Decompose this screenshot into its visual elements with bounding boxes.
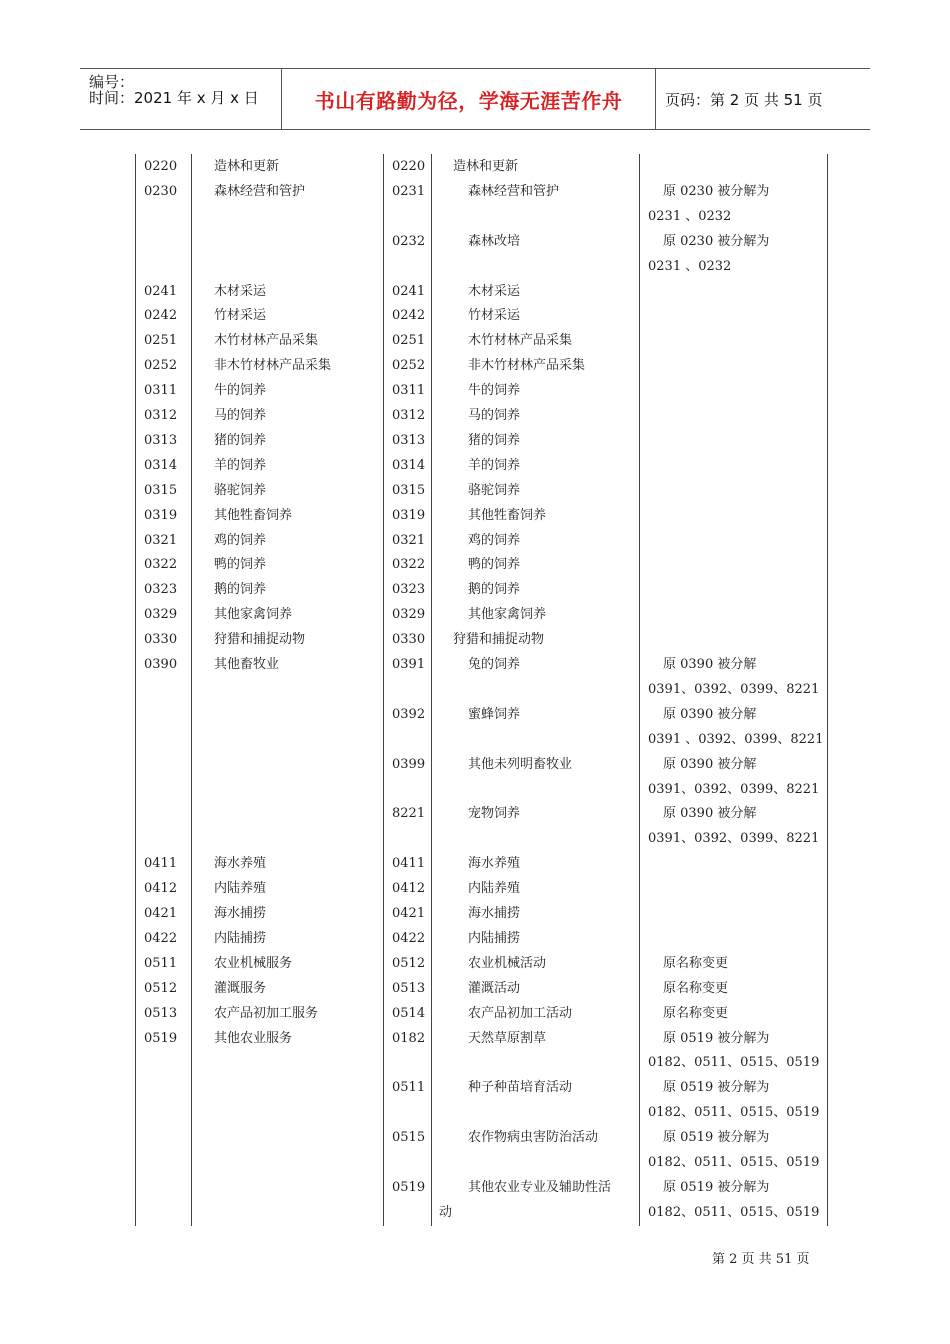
- new-name: 非木竹材林产品采集: [468, 358, 586, 374]
- table-row: [135, 528, 828, 553]
- old-name: 农业机械服务: [214, 955, 293, 971]
- change-note: 0182、0511、0515、0519: [648, 1105, 820, 1121]
- old-name: 其他牲畜饲养: [214, 507, 293, 523]
- change-note: 原 0519 被分解为: [663, 1130, 770, 1146]
- table-row: [135, 503, 828, 528]
- new-name: 宠物饲养: [468, 806, 521, 822]
- new-code: 0330: [392, 632, 426, 648]
- new-code: 0511: [392, 1080, 426, 1096]
- new-name: 鸭的饲养: [468, 557, 521, 573]
- old-code: 0421: [144, 906, 178, 921]
- change-note: 0231 、0232: [648, 258, 732, 274]
- table-row: [135, 801, 828, 826]
- old-name: 其他家禽饲养: [214, 607, 293, 623]
- table-row: [135, 727, 828, 752]
- table-row: [135, 403, 828, 428]
- table-row: [135, 777, 828, 802]
- old-name: 造林和更新: [214, 159, 280, 174]
- change-note: 原 0519 被分解为: [663, 1179, 770, 1195]
- change-note: 0391、0392、0399、8221: [648, 831, 820, 847]
- old-code: 0311: [144, 383, 178, 399]
- new-name: 鹅的饲养: [468, 582, 521, 598]
- page-header: [80, 68, 870, 130]
- old-name: 森林经营和管护: [214, 183, 306, 199]
- table-row: [135, 1175, 828, 1200]
- new-code: 0241: [392, 283, 426, 299]
- table-row: [135, 179, 828, 204]
- new-code: 0251: [392, 333, 426, 349]
- old-name: 木材采运: [214, 283, 267, 299]
- change-note: 原 0519 被分解为: [663, 1030, 770, 1046]
- table-row: [135, 752, 828, 777]
- new-name: 灌溉活动: [468, 980, 521, 996]
- new-name: 其他家禽饲养: [468, 607, 547, 623]
- old-name: 狩猎和捕捉动物: [214, 632, 306, 648]
- table-row: [135, 577, 828, 602]
- table-row: [135, 876, 828, 901]
- change-note: 原 0390 被分解: [663, 756, 757, 772]
- new-name: 猪的饲养: [468, 432, 521, 448]
- old-code: 0230: [144, 183, 178, 199]
- old-name: 内陆捕捞: [214, 930, 267, 946]
- old-code: 0412: [144, 881, 178, 897]
- table-row: [135, 702, 828, 727]
- table-row: [135, 279, 828, 304]
- old-name: 农产品初加工服务: [214, 1005, 319, 1021]
- old-name: 其他农业服务: [214, 1030, 293, 1046]
- old-name: 其他畜牧业: [214, 657, 280, 672]
- old-code: 0251: [144, 333, 178, 349]
- old-code: 0312: [144, 408, 178, 423]
- table-row: [135, 976, 828, 1001]
- new-code: 0319: [392, 507, 426, 523]
- new-code: 0514: [392, 1005, 426, 1021]
- new-name: 天然草原割草: [468, 1030, 547, 1046]
- new-name: 骆驼饲养: [468, 482, 521, 498]
- old-code: 0323: [144, 582, 178, 598]
- old-code: 0519: [144, 1030, 178, 1046]
- old-name: 灌溉服务: [214, 980, 267, 996]
- old-name: 鸡的饲养: [214, 532, 267, 548]
- change-note: 原 0230 被分解为: [663, 233, 770, 249]
- new-code: 0422: [392, 930, 426, 946]
- change-note: 0182、0511、0515、0519: [648, 1055, 820, 1071]
- change-note: 原名称变更: [663, 955, 729, 971]
- page-footer: 第 2 页 共 51 页: [712, 1252, 810, 1267]
- table-row: [135, 1125, 828, 1150]
- table-row: [135, 851, 828, 876]
- old-code: 0512: [144, 980, 178, 996]
- new-name: 鸡的饲养: [468, 532, 521, 548]
- new-code: 0515: [392, 1130, 426, 1146]
- table-row: [135, 627, 828, 652]
- new-name: 牛的饲养: [468, 383, 521, 399]
- new-name: 竹材采运: [468, 308, 521, 324]
- classification-table: [135, 154, 828, 1226]
- old-code: 0329: [144, 607, 178, 623]
- new-name: 其他农业专业及辅助性活: [468, 1179, 612, 1195]
- new-name: 农业机械活动: [468, 955, 547, 971]
- header-meta: [80, 69, 280, 129]
- change-note: 0391 、0392、0399、8221: [648, 731, 824, 747]
- new-name: 森林改培: [468, 233, 521, 249]
- table-row: [135, 1150, 828, 1175]
- new-code: 0231: [392, 183, 426, 199]
- old-code: 0315: [144, 482, 178, 498]
- change-note: 原 0390 被分解: [663, 806, 757, 822]
- change-note: 原名称变更: [663, 1005, 729, 1021]
- change-note: 原 0230 被分解为: [663, 183, 770, 199]
- table-row: [135, 1075, 828, 1100]
- table-row: [135, 229, 828, 254]
- new-name: 兔的饲养: [468, 657, 521, 672]
- old-name: 非木竹材林产品采集: [214, 358, 332, 374]
- old-name: 海水捕捞: [214, 906, 267, 921]
- old-code: 0321: [144, 532, 178, 548]
- change-note: 原 0390 被分解: [663, 706, 757, 722]
- old-name: 羊的饲养: [214, 457, 267, 473]
- old-name: 骆驼饲养: [214, 482, 267, 498]
- change-note: 原名称变更: [663, 980, 729, 996]
- new-code: 0412: [392, 881, 426, 897]
- new-name: 木材采运: [468, 283, 521, 299]
- new-code: 0399: [392, 756, 426, 772]
- header-page-number: 页码：第 2 页 共 51 页: [665, 90, 823, 109]
- table-row: [135, 652, 828, 677]
- new-name: 森林经营和管护: [468, 183, 560, 199]
- new-name: 内陆捕捞: [468, 930, 521, 946]
- table-row: [135, 951, 828, 976]
- old-code: 0411: [144, 856, 178, 872]
- table-row: [135, 154, 828, 179]
- new-name: 蜜蜂饲养: [468, 706, 521, 722]
- change-note: 0231 、0232: [648, 208, 732, 224]
- table-row: [135, 1001, 828, 1026]
- new-code: 0313: [392, 432, 426, 448]
- new-code: 0512: [392, 955, 426, 971]
- old-code: 0241: [144, 283, 178, 299]
- old-name: 马的饲养: [214, 408, 267, 423]
- new-name: 其他未列明畜牧业: [468, 756, 573, 772]
- new-name: 海水养殖: [468, 856, 521, 872]
- new-code: 0391: [392, 657, 426, 672]
- table-row: [135, 826, 828, 851]
- table-row: [135, 1050, 828, 1075]
- new-name: 农产品初加工活动: [468, 1005, 573, 1021]
- table-row: [135, 1100, 828, 1125]
- old-code: 0252: [144, 358, 178, 374]
- new-code: 0329: [392, 607, 426, 623]
- new-code: 0315: [392, 482, 426, 498]
- header-motto-cell: [281, 69, 656, 129]
- new-name: 木竹材林产品采集: [468, 333, 573, 349]
- new-code: 0312: [392, 408, 426, 423]
- header-motto: 书山有路勤为径，学海无涯苦作舟: [314, 88, 623, 113]
- table-row: [135, 254, 828, 279]
- table-row: [135, 204, 828, 229]
- new-name: 羊的饲养: [468, 457, 521, 473]
- old-code: 0314: [144, 457, 178, 473]
- new-code: 0321: [392, 532, 426, 548]
- new-code: 0322: [392, 557, 426, 573]
- table-row: [135, 926, 828, 951]
- new-code: 0513: [392, 980, 426, 996]
- old-code: 0422: [144, 930, 178, 946]
- new-name: 农作物病虫害防治活动: [468, 1130, 599, 1146]
- old-name: 海水养殖: [214, 856, 267, 872]
- new-name: 马的饲养: [468, 408, 521, 423]
- table-row: [135, 1200, 828, 1225]
- change-note: 0391、0392、0399、8221: [648, 781, 820, 797]
- new-name: 动: [439, 1204, 453, 1220]
- new-code: 0323: [392, 582, 426, 598]
- new-name: 造林和更新: [453, 159, 519, 174]
- new-code: 0421: [392, 906, 426, 921]
- old-code: 0511: [144, 955, 178, 971]
- old-code: 0242: [144, 308, 178, 324]
- old-code: 0322: [144, 557, 178, 573]
- new-code: 0220: [392, 159, 426, 174]
- old-code: 0220: [144, 159, 178, 174]
- new-code: 0311: [392, 383, 426, 399]
- new-name: 狩猎和捕捉动物: [453, 632, 545, 648]
- new-code: 0392: [392, 706, 426, 722]
- old-name: 鸭的饲养: [214, 557, 267, 573]
- old-code: 0319: [144, 507, 178, 523]
- old-name: 鹅的饲养: [214, 582, 267, 598]
- new-code: 0252: [392, 358, 426, 374]
- old-name: 内陆养殖: [214, 881, 267, 897]
- table-row: [135, 378, 828, 403]
- new-code: 0519: [392, 1179, 426, 1195]
- old-name: 竹材采运: [214, 308, 267, 324]
- new-name: 海水捕捞: [468, 906, 521, 921]
- change-note: 原 0519 被分解为: [663, 1080, 770, 1096]
- document-number-label: 编号：: [89, 73, 135, 91]
- table-row: [135, 328, 828, 353]
- table-row: [135, 353, 828, 378]
- change-note: 原 0390 被分解: [663, 657, 757, 672]
- table-row: [135, 453, 828, 478]
- table-row: [135, 303, 828, 328]
- new-code: 8221: [392, 806, 426, 822]
- table-row: [135, 1026, 828, 1051]
- table-row: [135, 428, 828, 453]
- change-note: 0182、0511、0515、0519: [648, 1155, 820, 1170]
- new-name: 其他牲畜饲养: [468, 507, 547, 523]
- old-name: 猪的饲养: [214, 432, 267, 448]
- new-name: 内陆养殖: [468, 881, 521, 897]
- new-code: 0411: [392, 856, 426, 872]
- old-code: 0313: [144, 432, 178, 448]
- table-row: [135, 602, 828, 627]
- document-date-label: 时间：2021 年 x 月 x 日: [89, 89, 259, 107]
- old-code: 0390: [144, 657, 178, 672]
- table-row: [135, 478, 828, 503]
- new-code: 0242: [392, 308, 426, 324]
- table-row: [135, 901, 828, 926]
- new-name: 种子种苗培育活动: [468, 1080, 573, 1096]
- old-code: 0513: [144, 1005, 178, 1021]
- table-row: [135, 552, 828, 577]
- header-page-cell: [655, 69, 870, 129]
- change-note: 0391、0392、0399、8221: [648, 681, 820, 697]
- table-row: [135, 677, 828, 702]
- change-note: 0182、0511、0515、0519: [648, 1204, 820, 1220]
- old-name: 牛的饲养: [214, 383, 267, 399]
- old-name: 木竹材林产品采集: [214, 333, 319, 349]
- new-code: 0314: [392, 457, 426, 473]
- new-code: 0182: [392, 1030, 426, 1046]
- old-code: 0330: [144, 632, 178, 648]
- new-code: 0232: [392, 233, 426, 249]
